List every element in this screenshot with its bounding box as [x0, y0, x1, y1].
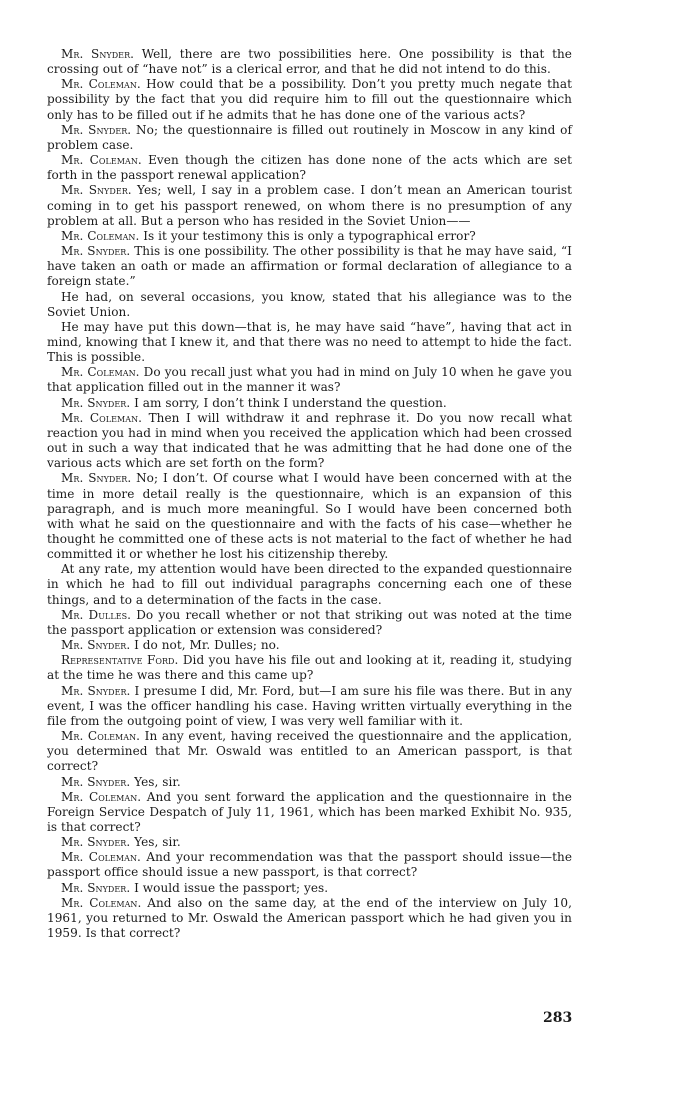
paragraph-text: No; I don’t. Of course what I would have been concerned with at the time in more detail really is the questionnaire, which is an expansion of this paragraph, and is much more meaningful. So I would have been concerned both with what he said on the questionnaire and with the facts of his case—whether he thought he committed one of these acts is not material to the fact of whether he had committed it or whether he lost his citizenship thereby. [47, 471, 572, 562]
paragraph-text: And you sent forward the application and the questionnaire in the Foreign Service Despatch of July 11, 1961, which has been marked Exhibit No. 935, is that correct? [47, 789, 572, 834]
paragraph-text: Yes; well, I say in a problem case. I don’t mean an American tourist coming in to get his passport renewed, on whom there is no presumption of any problem at all. But a person who has resided in the Soviet Union—— [47, 183, 572, 228]
paragraph [47, 608, 572, 638]
paragraph-text: He had, on several occasions, you know, stated that his allegiance was to the Soviet Union. [47, 289, 572, 319]
speaker-label: Mr. Snyder. [61, 774, 131, 789]
speaker-label: Mr. Snyder. [61, 395, 131, 410]
paragraph-text: In any event, having received the questionnaire and the application, you determined that Mr. Oswald was entitled to an American passport, is that correct? [47, 729, 573, 774]
paragraph [47, 365, 572, 395]
paragraph [47, 790, 572, 835]
paragraph [47, 320, 572, 365]
speaker-label: Mr. Snyder. [61, 183, 132, 198]
paragraph-text: Did you have his file out and looking at it, reading it, studying at the time he was there and this came up? [47, 653, 572, 683]
paragraph-text: Well, there are two possibilities here. One possibility is that the crossing out of “have not” is a clerical error, and that he did not intend to do this. [47, 47, 572, 77]
paragraph [47, 896, 572, 941]
paragraph [47, 471, 572, 562]
speaker-label: Mr. Snyder. [61, 638, 131, 653]
paragraph [47, 229, 572, 244]
paragraph-text: Yes, sir. [134, 774, 181, 789]
paragraph [47, 123, 572, 153]
paragraph [47, 775, 572, 790]
paragraph [47, 183, 572, 228]
paragraph-text: No; the questionnaire is filled out routinely in Moscow in any kind of problem case. [47, 122, 572, 152]
speaker-label: Mr. Coleman. [61, 365, 140, 380]
paragraph [47, 290, 572, 320]
page-number: 283 [543, 1010, 573, 1026]
paragraph-text: Then I will withdraw it and rephrase it. Do you now recall what reaction you had in mind when you received the application which had been crossed out in such a way that indicated that he was admitting that he had done one of the various acts which are set forth on the form? [47, 410, 573, 471]
paragraph-text: He may have put this down—that is, he may have said “have”, having that act in mind, knowing that I knew it, and that there was no need to attempt to hide the fact. This is possible. [47, 319, 572, 365]
speaker-label: Mr. Coleman. [61, 153, 142, 168]
paragraph [47, 684, 572, 729]
paragraph-text: At any rate, my attention would have been directed to the expanded questionnaire in which he had to fill out individual paragraphs concerning each one of these things, and to a determination of the facts in the case. [47, 562, 572, 607]
paragraph [47, 850, 572, 880]
paragraph [47, 638, 572, 653]
paragraph [47, 77, 572, 122]
speaker-label: Mr. Coleman. [61, 789, 142, 804]
speaker-label: Mr. Snyder. [61, 683, 131, 698]
paragraph [47, 153, 572, 183]
paragraph [47, 244, 572, 289]
speaker-label: Mr. Dulles. [61, 607, 132, 622]
speaker-label: Mr. Snyder. [61, 471, 132, 486]
paragraph-text: I do not, Mr. Dulles; no. [134, 638, 280, 653]
paragraph-text: And also on the same day, at the end of the interview on July 10, 1961, you returned to Mr. Oswald the American passport which he had given you in 1959. Is that correct? [47, 895, 573, 941]
paragraph [47, 881, 572, 896]
paragraph-text: And your recommendation was that the passport should issue—the passport office should issue a new passport, is that correct? [47, 850, 573, 880]
paragraph [47, 47, 572, 77]
paragraph-text: I presume I did, Mr. Ford, but—I am sure his file was there. But in any event, I was the officer handling his case. Having written virtually everything in the file from the outgoing point of view, I was very well familiar with it. [47, 683, 572, 728]
speaker-label: Representative Ford. [61, 653, 179, 668]
paragraph-text: Do you recall just what you had in mind on July 10 when he gave you that application filled out in the manner it was? [47, 365, 573, 395]
speaker-label: Mr. Coleman. [61, 850, 141, 865]
speaker-label: Mr. Coleman. [61, 410, 143, 425]
speaker-label: Mr. Coleman. [61, 228, 140, 243]
paragraph [47, 562, 572, 607]
speaker-label: Mr. Snyder. [61, 244, 131, 259]
speaker-label: Mr. Coleman. [61, 77, 141, 92]
paragraph-text: This is one possibility. The other possibility is that he may have said, “I have taken an oath or made an affirmation or formal declaration of allegiance to a foreign state.” [47, 244, 572, 289]
paragraph [47, 396, 572, 411]
paragraph [47, 835, 572, 850]
speaker-label: Mr. Snyder. [61, 122, 132, 137]
speaker-label: Mr. Coleman. [61, 895, 142, 910]
paragraph-text: Do you recall whether or not that striking out was noted at the time the passport application or extension was considered? [47, 607, 572, 637]
paragraph-text: I would issue the passport; yes. [134, 880, 329, 895]
paragraph-text: How could that be a possibility. Don’t you pretty much negate that possibility by the fact that you did require him to fill out the questionnaire which only has to be filled out if he admits that he has done one of the various acts? [47, 77, 572, 122]
paragraph-text: I am sorry, I don’t think I understand the question. [134, 395, 447, 410]
paragraph-text: Even though the citizen has done none of the acts which are set forth in the passport renewal application? [47, 153, 572, 183]
paragraph [47, 653, 572, 683]
speaker-label: Mr. Snyder. [61, 835, 131, 850]
paragraph [47, 729, 572, 774]
speaker-label: Mr. Snyder. [61, 47, 135, 61]
speaker-label: Mr. Snyder. [61, 880, 131, 895]
paragraph-text: Is it your testimony this is only a typographical error? [143, 228, 476, 243]
speaker-label: Mr. Coleman. [61, 729, 141, 744]
paragraph [47, 411, 572, 472]
paragraph-text: Yes, sir. [134, 835, 181, 850]
transcript-body [47, 47, 572, 941]
